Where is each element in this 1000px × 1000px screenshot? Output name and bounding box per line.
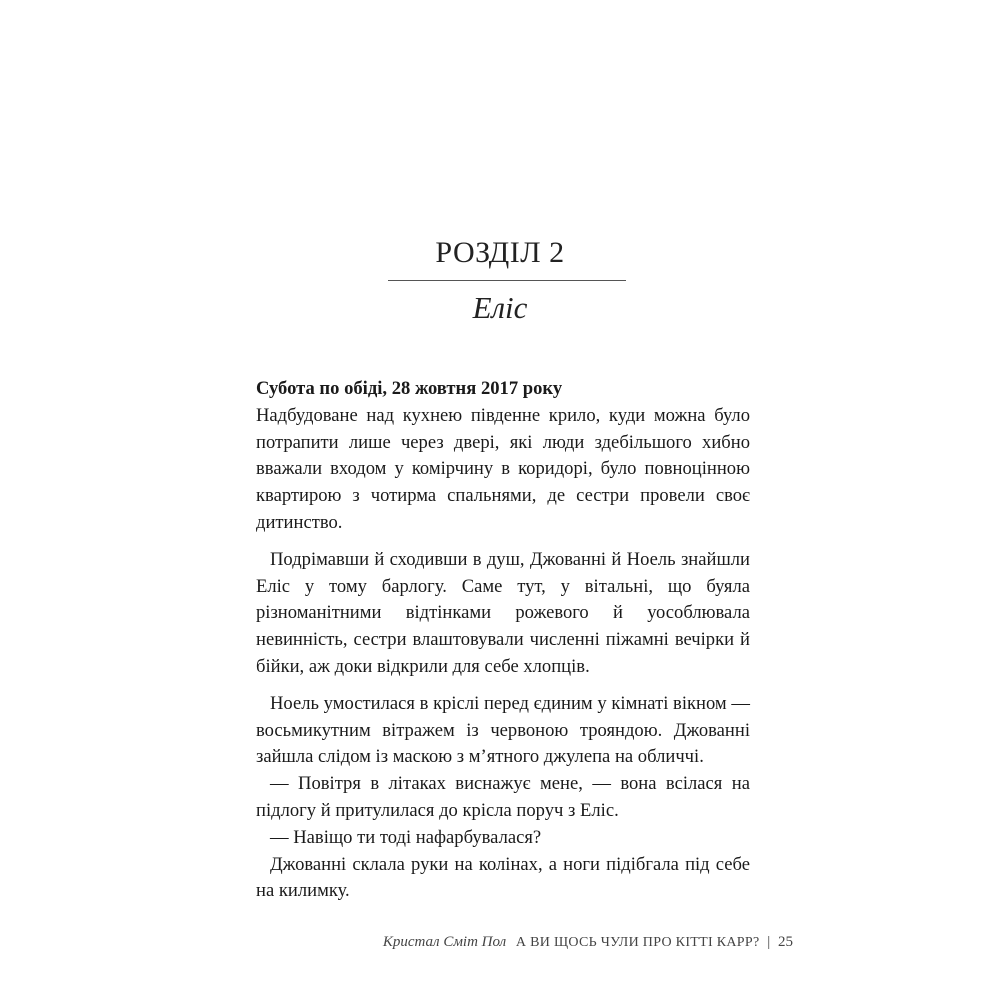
chapter-heading: РОЗДІЛ 2 [435,236,565,269]
page-number: 25 [778,934,793,950]
paragraph: Ноель умостилася в кріслі перед єдиним у кімнаті вікном — восьмикутним вітражем із червоною трояндою. Джованні зайшла слідом із маскою з м’ятного джулепа на обличчі. [256,692,750,768]
date-line: Субота по обіді, 28 жовтня 2017 року [256,378,563,399]
chapter-subtitle: Еліс [472,290,528,325]
paragraph: Надбудоване над кухнею південне крило, куди можна було потрапити лише через двері, які люди здебільшого хибно вважали входом у комірчину в коридорі, було повноцінною квартирою з чотирма спальнями, де сестри провели своє дитинство. [256,404,750,533]
footer-author: Кристал Сміт Пол [382,934,507,950]
paragraph: — Навіщо ти тоді нафарбувалася? [270,826,542,848]
body-text [256,376,750,905]
running-footer [0,934,793,951]
chapter-divider [388,280,626,281]
footer-separator: | [767,934,771,950]
paragraph: Джованні склала руки на колінах, а ноги підібгала під себе на килимку. [256,853,750,902]
footer-book-title: А ВИ ЩОСЬ ЧУЛИ ПРО КІТТІ КАРР? [515,935,760,950]
paragraph: — Повітря в літаках виснажує мене, — вона всілася на підлогу й притулилася до крісла поруч з Еліс. [256,773,750,821]
paragraph: Подрімавши й сходивши в душ, Джованні й Ноель знайшли Еліс у тому барлогу. Саме тут, у вітальні, що буяла різноманітними відтінками рожевого й уособлювала невинність, сестри влаштовували численні піжамні вечірки й бійки, аж доки відкрили для себе хлопців. [256,548,750,677]
